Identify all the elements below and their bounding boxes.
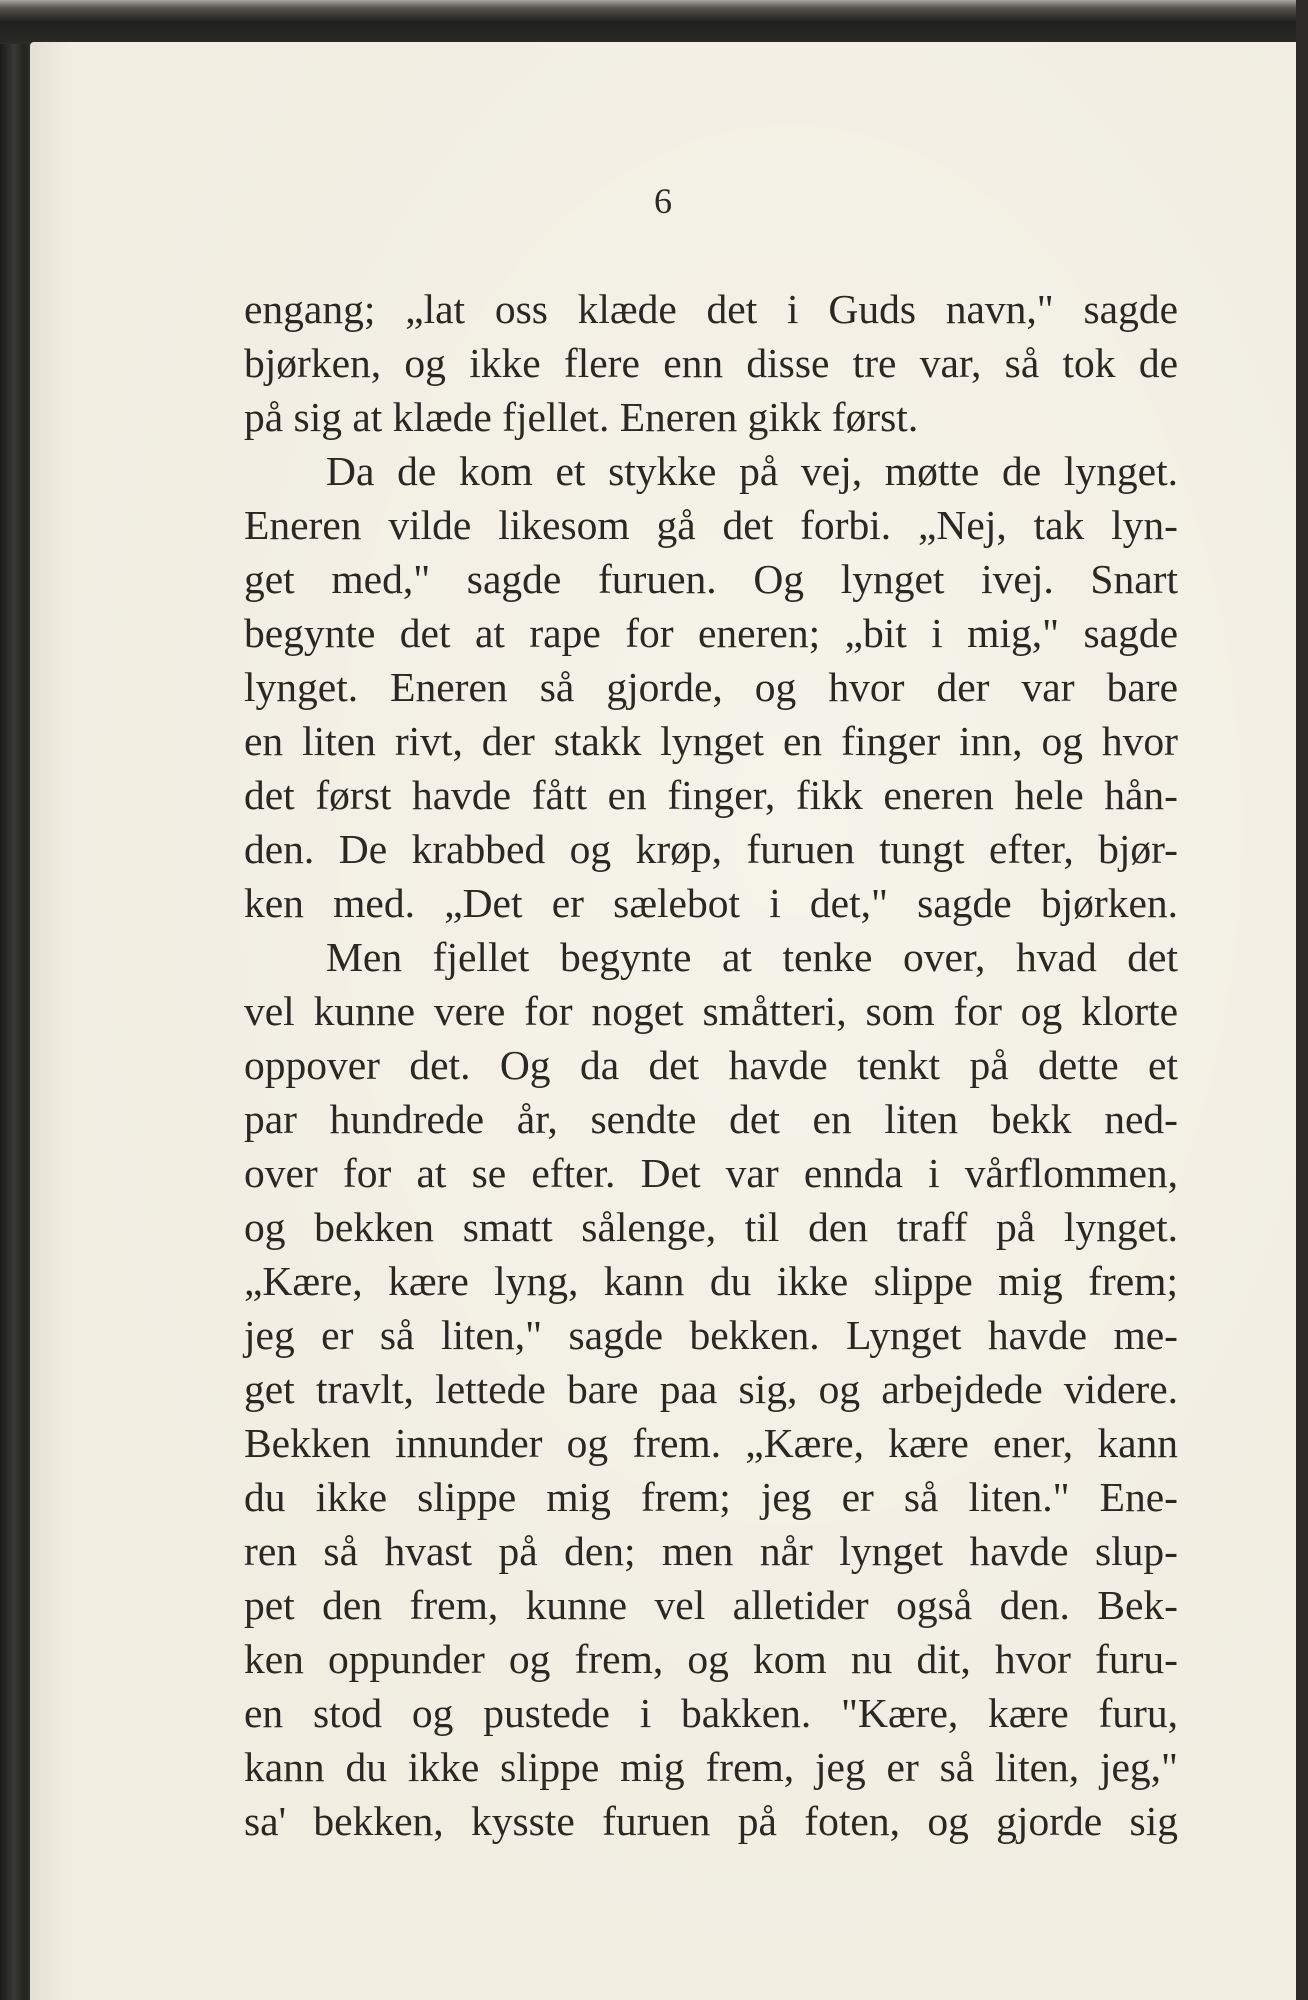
text-line: sa' bekken, kysste furuen på foten, og gjorde sig <box>244 1798 1178 1844</box>
text-line: det først havde fått en finger, fikk eneren hele hån- <box>244 772 1178 818</box>
body-text <box>244 282 1178 1848</box>
text-line: „Kære, kære lyng, kann du ikke slippe mig frem; <box>244 1258 1178 1304</box>
text-line: Eneren vilde likesom gå det forbi. „Nej, tak lyn- <box>244 502 1178 548</box>
text-line: begynte det at rape for eneren; „bit i mig," sagde <box>244 610 1178 656</box>
page-number: 6 <box>654 181 672 221</box>
paper-page <box>30 42 1296 2000</box>
text-line: kann du ikke slippe mig frem, jeg er så liten, jeg," <box>244 1744 1178 1790</box>
book-top-edge <box>0 0 1308 44</box>
text-line: en liten rivt, der stakk lynget en finger inn, og hvor <box>244 718 1178 764</box>
text-line: Men fjellet begynte at tenke over, hvad det <box>326 934 1178 980</box>
text-line: på sig at klæde fjellet. Eneren gikk først. <box>244 394 919 440</box>
book-right-edge <box>1296 0 1308 2000</box>
text-line: oppover det. Og da det havde tenkt på dette et <box>244 1042 1178 1088</box>
text-line: Da de kom et stykke på vej, møtte de lynget. <box>326 448 1178 494</box>
text-line: pet den frem, kunne vel alletider også den. Bek- <box>244 1582 1178 1628</box>
text-line: ken med. „Det er sælebot i det," sagde bjørken. <box>244 880 1178 926</box>
text-line: jeg er så liten," sagde bekken. Lynget havde me- <box>244 1312 1178 1358</box>
text-line: den. De krabbed og krøp, furuen tungt efter, bjør- <box>244 826 1178 872</box>
text-line: get travlt, lettede bare paa sig, og arbejdede videre. <box>244 1366 1178 1412</box>
text-line: lynget. Eneren så gjorde, og hvor der var bare <box>244 664 1178 710</box>
text-line: ken oppunder og frem, og kom nu dit, hvor furu- <box>244 1636 1178 1682</box>
text-line: par hundrede år, sendte det en liten bekk ned- <box>244 1096 1178 1142</box>
text-line: vel kunne vere for noget småtteri, som for og klorte <box>244 988 1178 1034</box>
text-line: get med," sagde furuen. Og lynget ivej. Snart <box>244 556 1178 602</box>
text-line: og bekken smatt sålenge, til den traff på lynget. <box>244 1204 1178 1250</box>
text-line: du ikke slippe mig frem; jeg er så liten." Ene- <box>244 1474 1178 1520</box>
text-line: engang; „lat oss klæde det i Guds navn," sagde <box>244 286 1178 332</box>
text-line: en stod og pustede i bakken. "Kære, kære furu, <box>244 1690 1178 1736</box>
text-line: Bekken innunder og frem. „Kære, kære ener, kann <box>244 1420 1178 1466</box>
text-line: ren så hvast på den; men når lynget havde slup- <box>244 1528 1178 1574</box>
text-line: over for at se efter. Det var ennda i vårflommen, <box>244 1150 1178 1196</box>
text-line: bjørken, og ikke flere enn disse tre var, så tok de <box>244 340 1178 386</box>
